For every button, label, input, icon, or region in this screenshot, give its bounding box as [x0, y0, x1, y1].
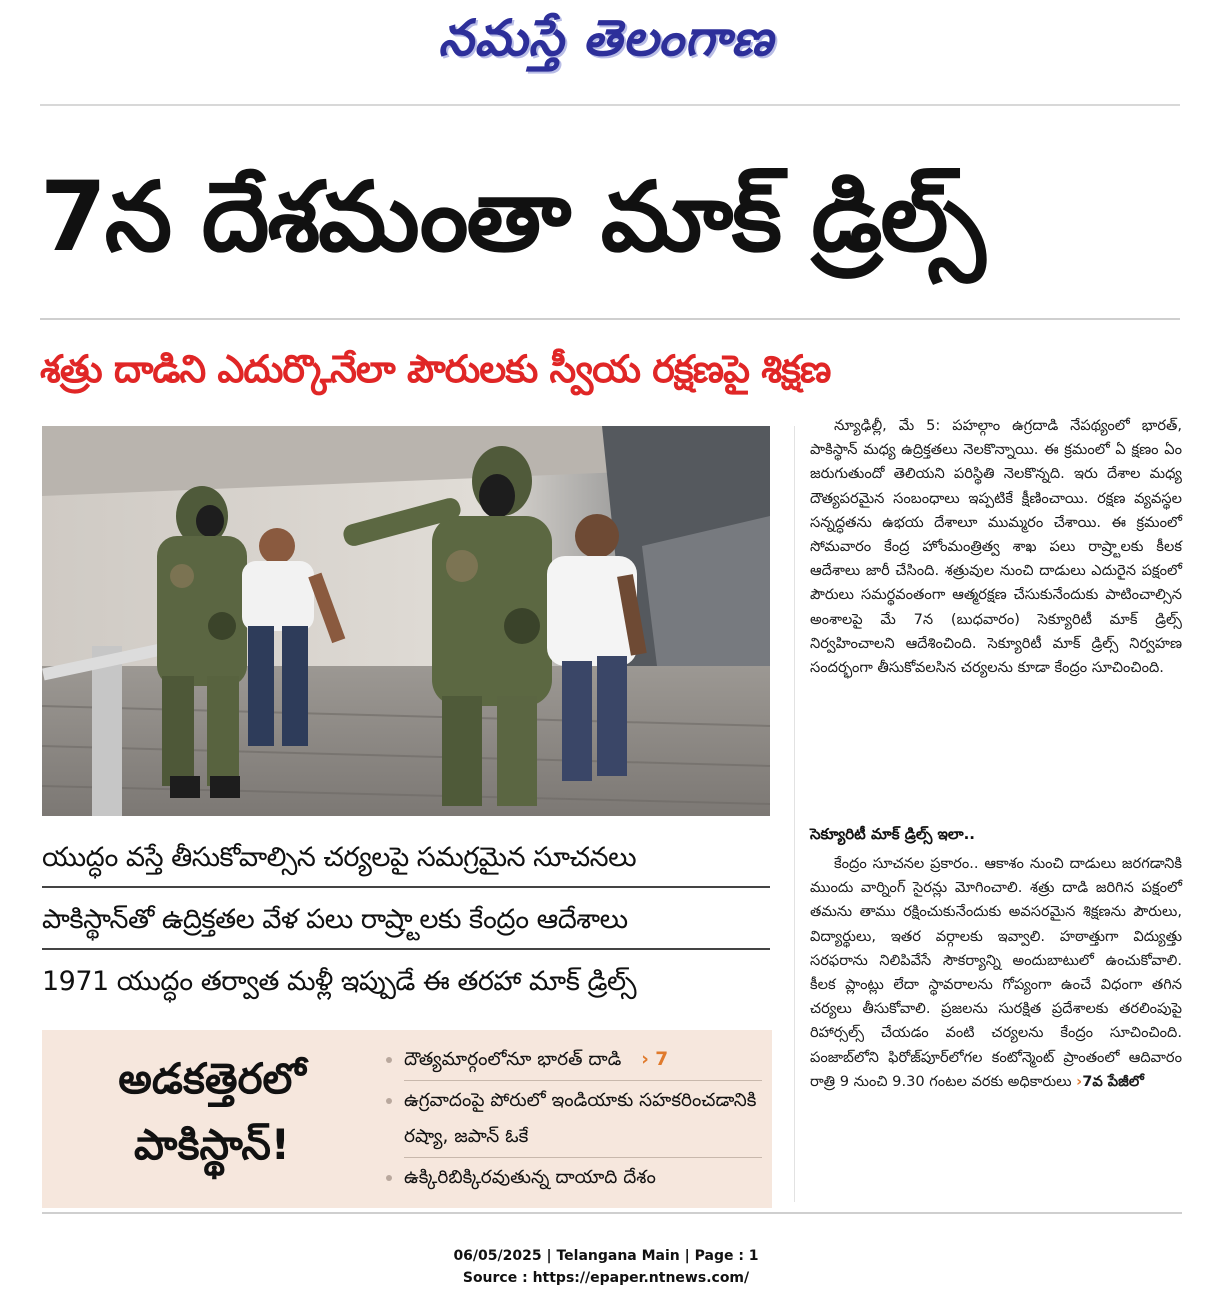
footer-divider — [42, 1212, 1182, 1214]
article-paragraph-1: న్యూఢిల్లీ, మే 5: పహల్గాం ఉగ్రదాడి నేపథ్యంలో భారత్‌, పాకిస్థాన్‌ మధ్య ఉద్రిక్తతలు నెలకొన్నాయి. ఈ క్రమంలో ఏ క్షణం ఏం జరుగుతుందో తెలియని పరిస్థితి నెలకొన్నది. ఇరు దేశాల మధ్య దౌత్యపరమైన సంబంధాలు ఇప్పటికే క్షీణించాయి. రక్షణ వ్యవస్థల సన్నద్ధతను ఉభయ దేశాలూ ముమ్మరం చేశాయి. ఈ క్రమంలో సోమవారం కేంద్ర హోంమంత్రిత్వ శాఖ పలు రాష్ర్టాలకు కీలక ఆదేశాలు జారీ చేసింది. శత్రువుల నుంచి దాడులు ఎదురైన పక్షంలో పౌరులు సమర్థవంతంగా ఆత్మరక్షణ చేసుకునేందుకు పాటించాల్సిన అంశాలపై మే 7న (బుధవారం) సెక్యూరిటీ మాక్‌ డ్రిల్స్‌ నిర్వహించాలని ఆదేశించింది. సెక్యూరిటీ మాక్‌ డ్రిల్స్‌ నిర్వహణ సందర్భంగా తీసుకోవలసిన చర్యలను కూడా కేంద్రం సూచించింది. — [810, 417, 1182, 677]
masthead-title: నమస్తే తెలంగాణ — [438, 8, 774, 67]
related-item-2[interactable] — [384, 1083, 762, 1155]
related-item-1[interactable] — [384, 1042, 762, 1078]
footer-source-line: Source : https://epaper.ntnews.com/ — [462, 1270, 750, 1286]
article-paragraph-2-text: కేంద్రం సూచనల ప్రకారం.. ఆకాశం నుంచి దాడులు జరగడానికి ముందు వార్నింగ్‌ సైరన్లు మోగించాలి. శత్రు దాడి జరిగిన పక్షంలో తమను తాము రక్షించుకునేందుకు అవసరమైన శిక్షణను పౌరులు, విద్యార్థులు, ఇతర వర్గాలకు ఇవ్వాలి. హఠాత్తుగా విద్యుత్తు సరఫరాను నిలిపివేసే సౌకర్యాన్ని అందుబాటులో ఉంచుకోవాలి. కీలక ప్లాంట్లు లేదా స్థావరాలను గోప్యంగా ఉంచే విధంగా తగిన చర్యలు తీసుకోవాలి. ప్రజలను సురక్షిత ప్రదేశాలకు తరలింపుపై రిహార్సల్స్‌ చేయడం వంటి చర్యలను కేంద్రం సూచించింది. పంజాబ్‌లోని ఫిరోజ్‌పూర్‌లోగల కంటోన్మెంట్‌ ప్రాంతంలో ఆదివారం రాత్రి 9 నుంచి 9.30 గంటల వరకు అధికారులు — [810, 855, 1182, 1090]
jump-arrow-icon: › — [1076, 1072, 1083, 1090]
article-body-2 — [810, 852, 1182, 1094]
bullet-headline-2: పాకిస్థాన్‌తో ఉద్రిక్తతల వేళ పలు రాష్ర్టాలకు కేంద్రం ఆదేశాలు — [42, 904, 628, 935]
bullet-divider — [42, 948, 770, 950]
related-box-title — [62, 1046, 362, 1178]
sub-headline: శత్రు దాడిని ఎదుర్కొనేలా పౌరులకు స్వీయ రక్షణపై శిక్షణ — [40, 347, 831, 391]
related-item-divider — [404, 1080, 762, 1081]
bullet-headline-3: 1971 యుద్ధం తర్వాత మళ్లీ ఇప్పుడే ఈ తరహా మాక్‌ డ్రిల్స్‌ — [42, 966, 637, 997]
related-item-3[interactable] — [384, 1160, 762, 1196]
bullet-dot-icon — [386, 1175, 392, 1181]
related-item-2-text: ఉగ్రవాదంపై పోరులో ఇండియాకు సహకరించడానికి రష్యా, జపాన్‌ ఓకే — [404, 1090, 757, 1147]
jump-link[interactable]: 7వ పేజీలో — [1082, 1072, 1144, 1090]
main-headline: 7న దేశమంతా మాక్‌ డ్రిల్స్‌ — [40, 161, 984, 273]
article-paragraph-2 — [810, 852, 1182, 1094]
related-box-title-line-1: అడకత్తెరలో — [118, 1054, 306, 1103]
related-box-title-line-2: పాకిస్థాన్‌! — [134, 1120, 290, 1169]
bullet-dot-icon — [386, 1098, 392, 1104]
related-item-1-ref: › 7 — [641, 1049, 669, 1070]
related-item-3-text: ఉక్కిరిబిక్కిరవుతున్న దాయాది దేశం — [404, 1167, 656, 1188]
related-item-1-text: దౌత్యమార్గంలోనూ భారత్‌ దాడి — [404, 1049, 622, 1070]
article-body — [810, 414, 1182, 680]
photo-icon — [42, 426, 770, 816]
footer-date-line: 06/05/2025 | Telangana Main | Page : 1 — [453, 1248, 759, 1264]
bullet-dot-icon — [386, 1057, 392, 1063]
bullet-divider — [42, 886, 770, 888]
bullet-headline-1: యుద్ధం వస్తే తీసుకోవాల్సిన చర్యలపై సమగ్రమైన సూచనలు — [42, 842, 637, 873]
related-items — [384, 1042, 762, 1196]
article-subtitle: సెక్యూరిటీ మాక్‌ డ్రిల్స్‌ ఇలా.. — [810, 825, 975, 843]
related-item-divider — [404, 1157, 762, 1158]
masthead-divider — [40, 104, 1180, 106]
column-divider — [794, 426, 795, 1202]
news-photo — [42, 426, 770, 816]
headline-divider — [40, 318, 1180, 320]
